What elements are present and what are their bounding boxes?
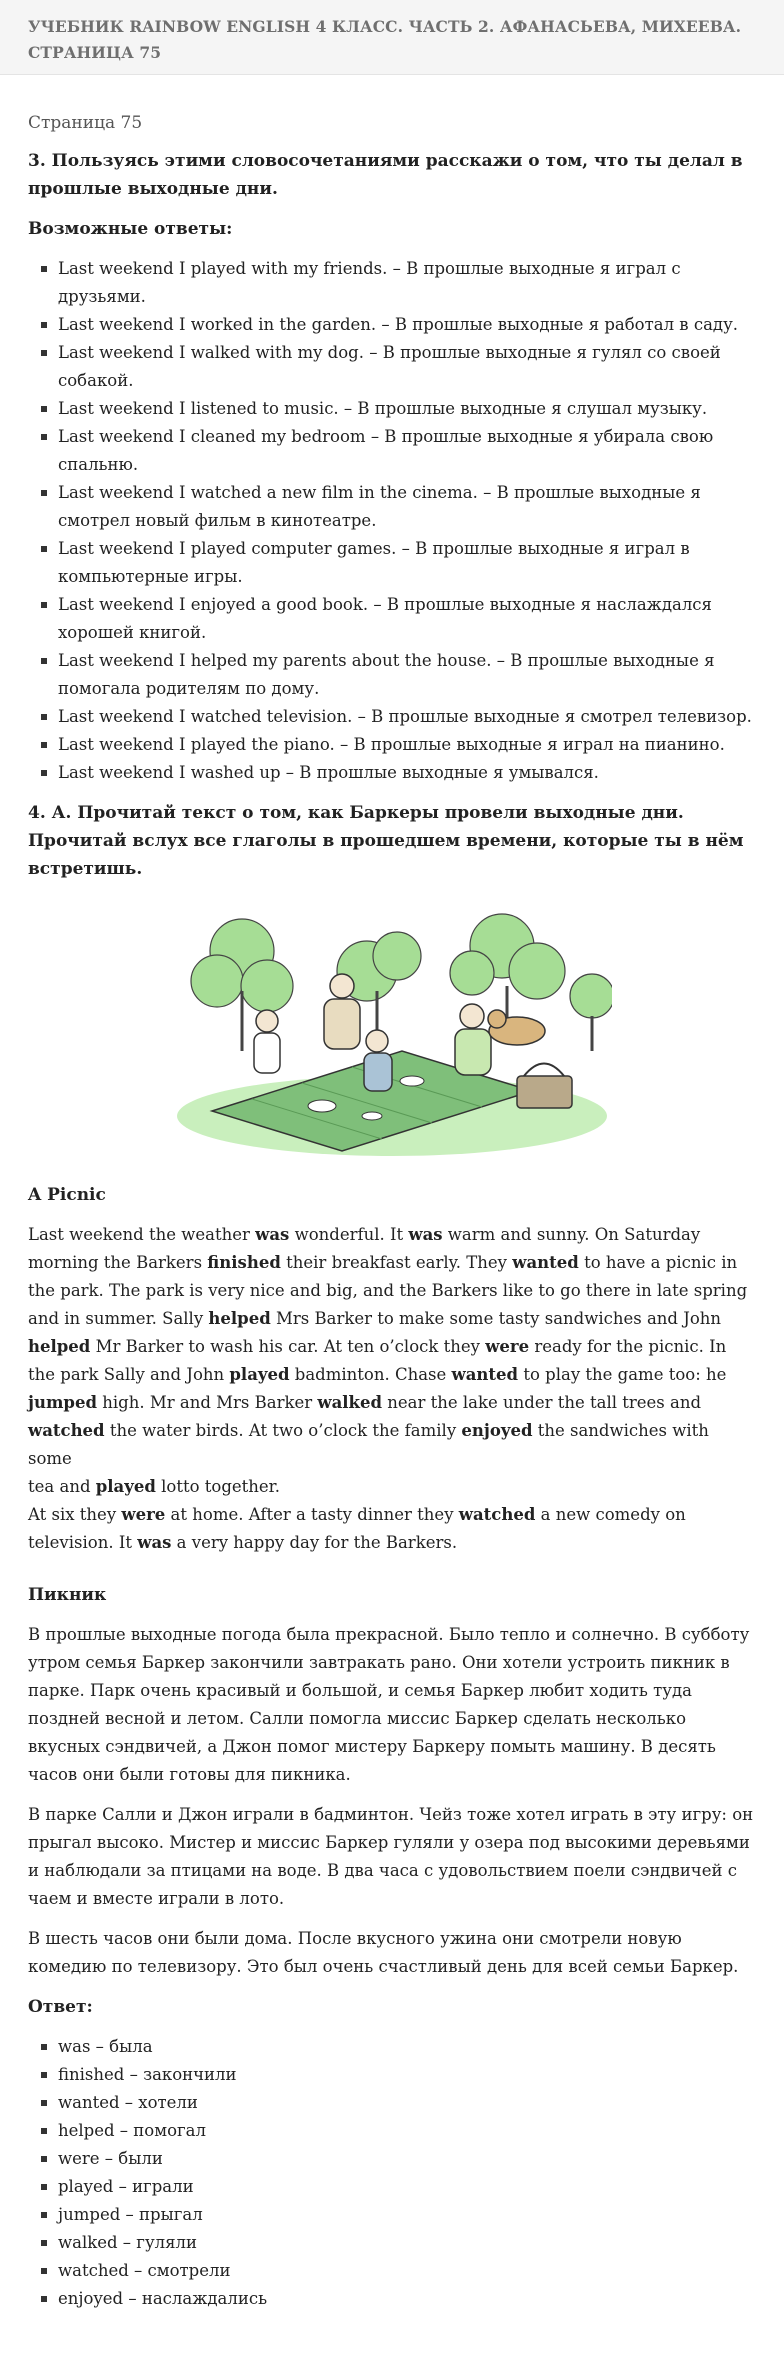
past-tense-verb: watched — [458, 1505, 536, 1524]
translation-title: Пикник — [28, 1585, 107, 1605]
list-item: Last weekend I listened to music. – В прошлые выходные я слушал музыку. — [58, 395, 756, 423]
past-tense-verb: were — [485, 1337, 530, 1356]
translation-paragraph-2: В парке Салли и Джон играли в бадминтон. Чейз тоже хотел играть в эту игру: он прыгал высоко. Мистер и миссис Баркер гуляли у озера под высокими деревьями и наблюдали за птицами на воде. В два часа с удовольствием поели сэндвичей с чаем и вместе играли в лото. — [28, 1805, 754, 1908]
page-number-label: Страница 75 — [28, 113, 143, 133]
verb-list-item: played – играли — [58, 2173, 756, 2201]
page-header — [0, 0, 784, 75]
story-fragment: the water birds. At two o’clock the family — [104, 1421, 462, 1440]
story-fragment: near the lake under the tall trees and — [382, 1393, 702, 1412]
story-fragment: a very happy day for the Barkers. — [171, 1533, 458, 1552]
list-item: Last weekend I enjoyed a good book. – В прошлые выходные я наслаждался хорошей книгой. — [58, 591, 756, 647]
story-fragment: wonderful. It — [289, 1225, 409, 1244]
list-item: Last weekend I worked in the garden. – В прошлые выходные я работал в саду. — [58, 311, 756, 339]
verb-list-item: was – была — [58, 2033, 756, 2061]
past-tense-verb: walked — [317, 1393, 383, 1412]
verb-list-item: finished – закончили — [58, 2061, 756, 2089]
past-tense-verb: played — [229, 1365, 290, 1384]
task3-heading: 3. Пользуясь этими словосочетаниями расскажи о том, что ты делал в прошлые выходные дни. — [28, 151, 743, 199]
task4-heading: 4. А. Прочитай текст о том, как Баркеры провели выходные дни. Прочитай вслух все глаголы в прошедшем времени, которые ты в нём встретишь. — [28, 803, 744, 879]
translation-paragraph-3: В шесть часов они были дома. После вкусного ужина они смотрели новую комедию по телевизору. Это был очень счастливый день для всей семьи Баркер. — [28, 1929, 739, 1976]
story-fragment: at home. After a tasty dinner they — [165, 1505, 459, 1524]
story-fragment: badminton. Chase — [289, 1365, 452, 1384]
story-fragment: tea and — [28, 1477, 96, 1496]
past-tense-verb: helped — [28, 1337, 91, 1356]
list-item: Last weekend I played computer games. – В прошлые выходные я играл в компьютерные игры. — [58, 535, 756, 591]
list-item: Last weekend I watched a new film in the cinema. – В прошлые выходные я смотрел новый фильм в кинотеатре. — [58, 479, 756, 535]
story-fragment: high. Mr and Mrs Barker — [97, 1393, 318, 1412]
story-text — [28, 1221, 756, 1557]
list-item: Last weekend I played with my friends. – В прошлые выходные я играл с друзьями. — [58, 255, 756, 311]
past-tense-verb: were — [121, 1505, 166, 1524]
verb-list-item: were – были — [58, 2145, 756, 2173]
list-item: Last weekend I helped my parents about the house. – В прошлые выходные я помогала родителям по дому. — [58, 647, 756, 703]
story-fragment: Mrs Barker to make some tasty sandwiches and John — [270, 1309, 722, 1328]
verb-list-item: enjoyed – наслаждались — [58, 2285, 756, 2313]
list-item: Last weekend I played the piano. – В прошлые выходные я играл на пианино. — [58, 731, 756, 759]
picnic-illustration — [28, 901, 756, 1161]
article-content — [0, 75, 784, 2313]
list-item: Last weekend I walked with my dog. – В прошлые выходные я гулял со своей собакой. — [58, 339, 756, 395]
past-tense-verb: was — [255, 1225, 290, 1244]
past-tense-verb: watched — [28, 1421, 105, 1440]
picnic-icon — [172, 901, 612, 1161]
past-tense-verb: jumped — [28, 1393, 97, 1412]
story-fragment: warm and sunny. On Saturday morning the Barkers — [28, 1225, 701, 1272]
verb-list-item: jumped – прыгал — [58, 2201, 756, 2229]
verb-list-item: wanted – хотели — [58, 2089, 756, 2117]
translation-section — [28, 1581, 756, 1981]
list-item: Last weekend I watched television. – В прошлые выходные я смотрел телевизор. — [58, 703, 756, 731]
past-tense-verb: wanted — [512, 1253, 579, 1272]
list-item: Last weekend I washed up – В прошлые выходные я умывался. — [58, 759, 756, 787]
past-tense-verb: enjoyed — [461, 1421, 533, 1440]
past-tense-verb: helped — [208, 1309, 271, 1328]
task3-answer-list — [28, 255, 756, 787]
page-title: УЧЕБНИК RAINBOW ENGLISH 4 КЛАСС. ЧАСТЬ 2. АФАНАСЬЕВА, МИХЕЕВА. СТРАНИЦА 75 — [28, 17, 742, 62]
past-tense-verb: was — [408, 1225, 443, 1244]
story-fragment: Last weekend the weather — [28, 1225, 256, 1244]
verb-list-item: helped – помогал — [58, 2117, 756, 2145]
story-fragment: At six they — [28, 1505, 122, 1524]
story-fragment: ready for the picnic. In the park Sally and John — [28, 1337, 727, 1384]
story-fragment: to play the game too: he — [518, 1365, 727, 1384]
past-tense-verb: finished — [207, 1253, 281, 1272]
story-fragment: a new comedy on television. It — [28, 1505, 686, 1552]
past-tense-verb: wanted — [451, 1365, 519, 1384]
answer-heading: Ответ: — [28, 1997, 93, 2017]
story-title: A Picnic — [28, 1185, 106, 1205]
past-tense-verb: played — [95, 1477, 156, 1496]
story-fragment: lotto together. — [155, 1477, 281, 1496]
verb-answer-list — [28, 2033, 756, 2313]
verb-list-item: walked – гуляли — [58, 2229, 756, 2257]
story-fragment: the sandwiches with some — [28, 1421, 709, 1468]
story-fragment: Mr Barker to wash his car. At ten o’clock they — [90, 1337, 486, 1356]
list-item: Last weekend I cleaned my bedroom – В прошлые выходные я убирала свою спальню. — [58, 423, 756, 479]
past-tense-verb: was — [137, 1533, 172, 1552]
story-fragment: to have a picnic in the park. The park is very nice and big, and the Barkers like to go there in late spring and in summer. Sally — [28, 1253, 748, 1328]
task3-answers-heading: Возможные ответы: — [28, 219, 233, 239]
translation-paragraph-1: В прошлые выходные погода была прекрасной. Было тепло и солнечно. В субботу утром семья Баркер закончили завтракать рано. Они хотели устроить пикник в парке. Парк очень красивый и большой, и семья Баркер любит ходить туда поздней весной и летом. Салли помогла миссис Баркер сделать несколько вкусных сэндвичей, а Джон помог мистеру Баркеру помыть машину. В десять часов они были готовы для пикника. — [28, 1625, 750, 1784]
verb-list-item: watched – смотрели — [58, 2257, 756, 2285]
story-fragment: their breakfast early. They — [280, 1253, 513, 1272]
